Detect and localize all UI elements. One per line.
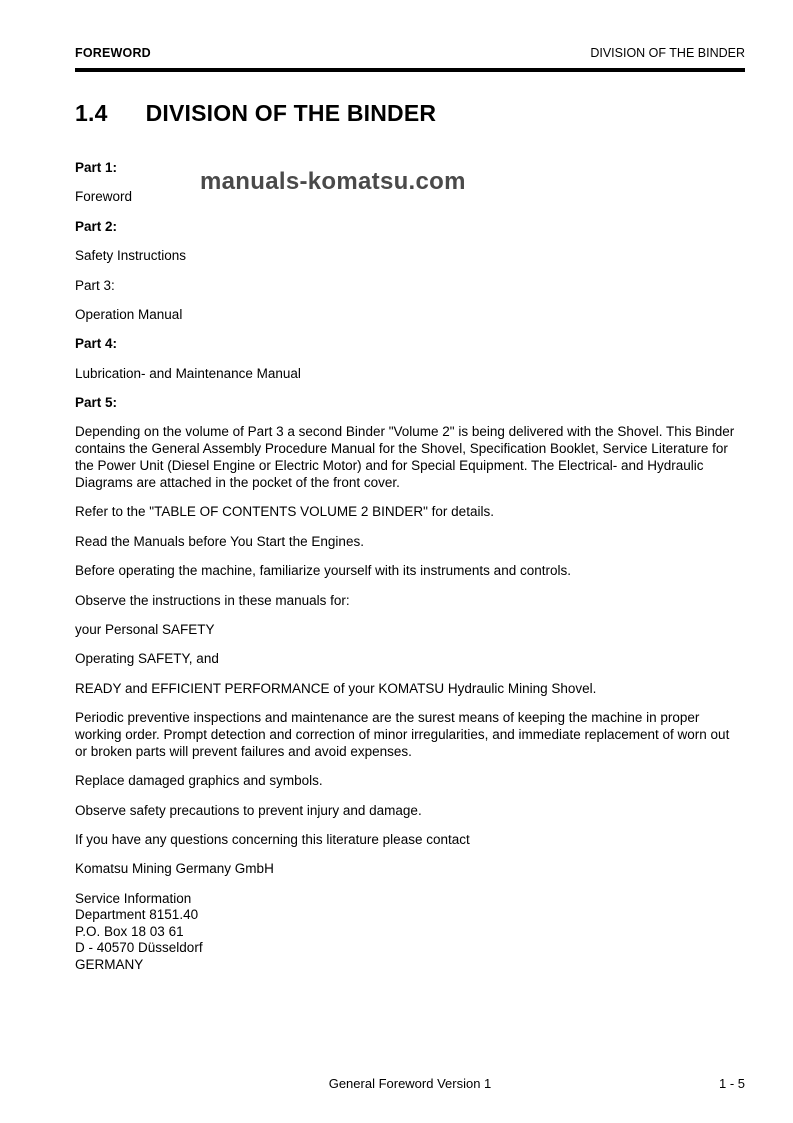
- refer-note: Refer to the "TABLE OF CONTENTS VOLUME 2 BINDER" for details.: [75, 504, 494, 520]
- page-header: [75, 46, 745, 60]
- section-number: 1.4: [75, 100, 108, 126]
- company-name: Komatsu Mining Germany GmbH: [75, 861, 274, 877]
- observe-instructions-note: Observe the instructions in these manuals for:: [75, 592, 350, 608]
- address-line-pobox: P.O. Box 18 03 61: [75, 923, 184, 939]
- part-3-label: Part 3:: [75, 277, 115, 293]
- before-operating-note: Before operating the machine, familiarize yourself with its instruments and controls.: [75, 563, 571, 579]
- part-3-title: Operation Manual: [75, 306, 183, 322]
- read-manuals-note: Read the Manuals before You Start the Engines.: [75, 533, 364, 549]
- operating-safety-line: Operating SAFETY, and: [75, 651, 219, 667]
- header-section-label: FOREWORD: [75, 46, 151, 60]
- replace-graphics-note: Replace damaged graphics and symbols.: [75, 773, 323, 789]
- part-4-title: Lubrication- and Maintenance Manual: [75, 365, 301, 381]
- address-line-service: Service Information: [75, 890, 192, 906]
- footer-page-number: 1 - 5: [718, 1076, 745, 1091]
- header-chapter-label: DIVISION OF THE BINDER: [590, 46, 745, 60]
- footer-version-label: General Foreword Version 1: [328, 1076, 492, 1091]
- maintenance-paragraph: Periodic preventive inspections and maintenance are the surest means of keeping the machine in proper working order. Prompt detection and correction of minor irregularities, and immediate replacement of worn out or broken parts will prevent failures and avoid expenses.: [75, 710, 730, 759]
- body-content: [75, 160, 745, 973]
- safety-precautions-note: Observe safety precautions to prevent injury and damage.: [75, 802, 422, 818]
- part-5-label: Part 5:: [75, 395, 118, 410]
- part-1-title: Foreword: [75, 189, 133, 205]
- header-divider: [75, 68, 745, 72]
- part-5-paragraph: Depending on the volume of Part 3 a second Binder "Volume 2" is being delivered with the Shovel. This Binder contains the General Assembly Procedure Manual for the Shovel, Specification Booklet, Service Literature for the Power Unit (Diesel Engine or Electric Motor) and for Special Equipment. The Electrical- and Hydraulic Diagrams are attached in the pocket of the front cover.: [75, 424, 735, 490]
- address-line-country: GERMANY: [75, 956, 144, 972]
- address-line-department: Department 8151.40: [75, 907, 199, 923]
- part-1-label: Part 1:: [75, 160, 118, 175]
- personal-safety-line: your Personal SAFETY: [75, 621, 215, 637]
- contact-note: If you have any questions concerning this literature please contact: [75, 831, 470, 847]
- page-title: [75, 100, 745, 127]
- section-title: DIVISION OF THE BINDER: [145, 100, 437, 126]
- performance-line: READY and EFFICIENT PERFORMANCE of your KOMATSU Hydraulic Mining Shovel.: [75, 680, 597, 696]
- watermark-text: manuals-komatsu.com: [200, 168, 466, 195]
- part-2-title: Safety Instructions: [75, 248, 187, 264]
- contact-address: [75, 891, 745, 973]
- part-4-label: Part 4:: [75, 336, 118, 352]
- part-2-label: Part 2:: [75, 218, 118, 234]
- page-footer: [75, 1076, 745, 1093]
- address-line-city: D - 40570 Düsseldorf: [75, 940, 203, 956]
